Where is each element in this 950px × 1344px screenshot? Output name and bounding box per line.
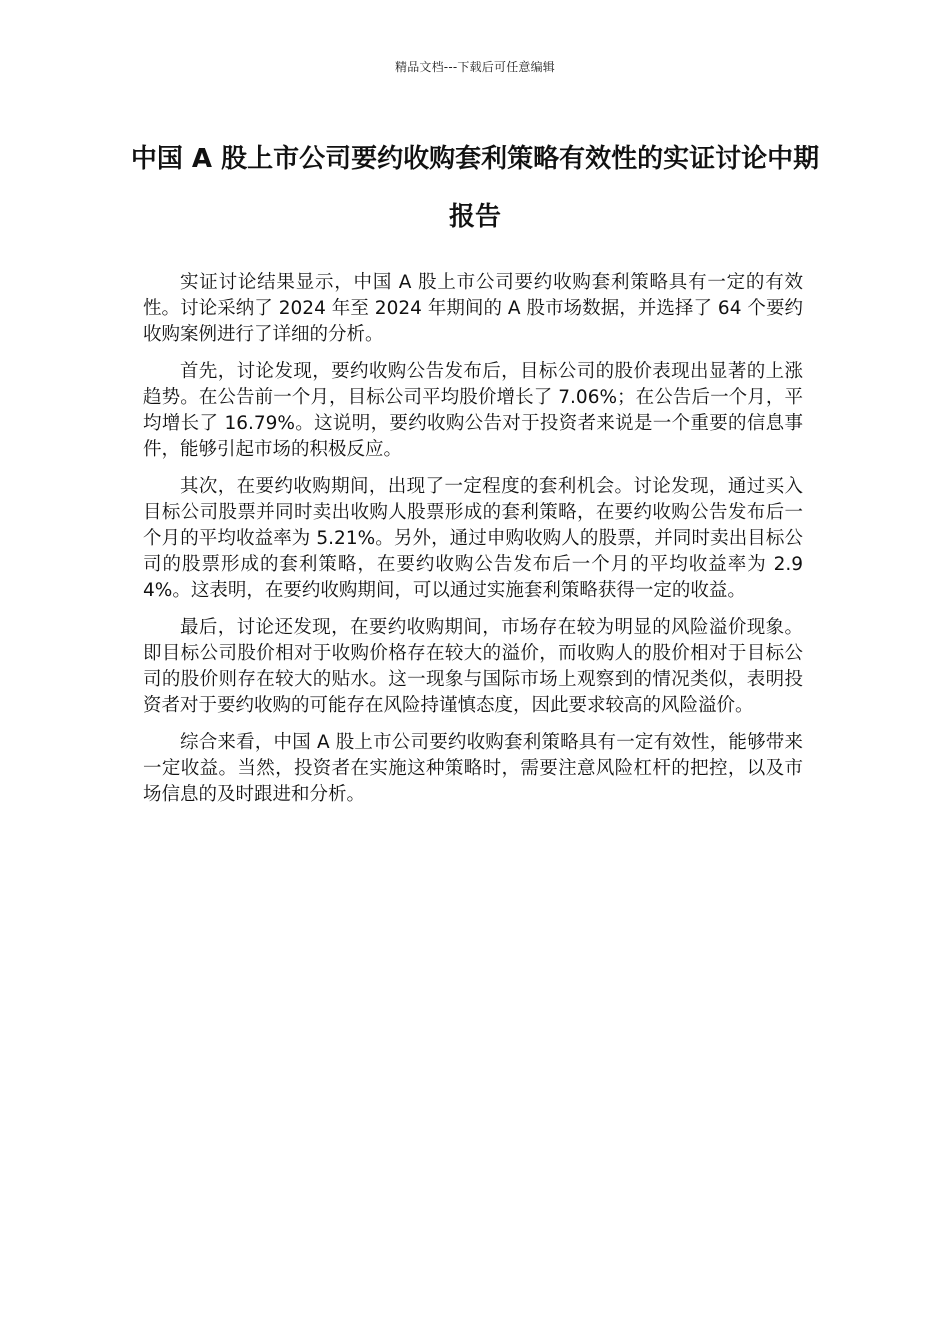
paragraph-first-finding: 首先，讨论发现，要约收购公告发布后，目标公司的股价表现出显著的上涨趋势。在公告前一个月，目标公司平均股价增长了 7.06%；在公告后一个月，平均增长了 16.79%。这说明，要约收购公告对于投资者来说是一个重要的信息事件，能够引起市场的积极反应。: [143, 361, 803, 460]
document-body: [143, 270, 803, 819]
paragraph-conclusion: 综合来看，中国 A 股上市公司要约收购套利策略具有一定有效性，能够带来一定收益。当然，投资者在实施这种策略时，需要注意风险杠杆的把控，以及市场信息的及时跟进和分析。: [143, 732, 803, 805]
paragraph-intro: 实证讨论结果显示，中国 A 股上市公司要约收购套利策略具有一定的有效性。讨论采纳了 2024 年至 2024 年期间的 A 股市场数据，并选择了 64 个要约收购案例进行了详细的分析。: [143, 272, 803, 345]
document-title: 中国 A 股上市公司要约收购套利策略有效性的实证讨论中期报告: [130, 144, 820, 232]
paragraph-second-finding: 其次，在要约收购期间，出现了一定程度的套利机会。讨论发现，通过买入目标公司股票并同时卖出收购人股票形成的套利策略，在要约收购公告发布后一个月的平均收益率为 5.21%。另外，通过申购收购人的股票，并同时卖出目标公司的股票形成的套利策略，在要约收购公告发布后一个月的平均收益率为 2.94%。这表明，在要约收购期间，可以通过实施套利策略获得一定的收益。: [143, 476, 803, 601]
page-header: 精品文档---下载后可任意编辑: [395, 60, 555, 74]
paragraph-third-finding: 最后，讨论还发现，在要约收购期间，市场存在较为明显的风险溢价现象。即目标公司股价相对于收购价格存在较大的溢价，而收购人的股价相对于目标公司的股价则存在较大的贴水。这一现象与国际市场上观察到的情况类似，表明投资者对于要约收购的可能存在风险持谨慎态度，因此要求较高的风险溢价。: [143, 617, 803, 716]
